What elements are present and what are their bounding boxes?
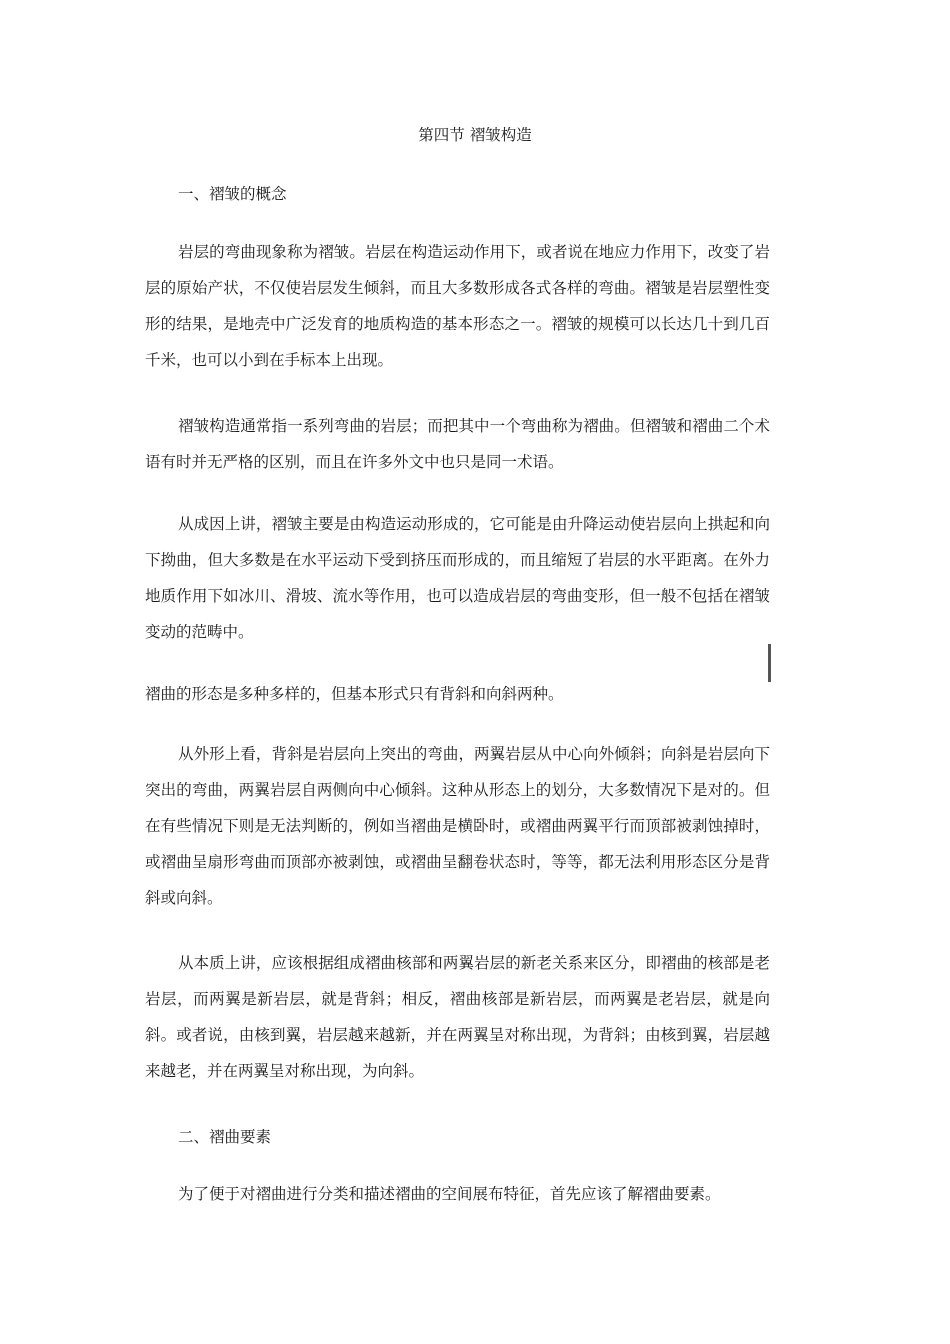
paragraph-fold-external-shape: 从外形上看，背斜是岩层向上突出的弯曲，两翼岩层从中心向外倾斜；向斜是岩层向下突出的弯曲，两翼岩层自两侧向中心倾斜。这种从形态上的划分，大多数情况下是对的。但在有些情况下则是无法判断的，例如当褶曲是横卧时，或褶曲两翼平行而顶部被剥蚀掉时，或褶曲呈扇形弯曲而顶部亦被剥蚀，或褶曲呈翻卷状态时，等等，都无法利用形态区分是背斜或向斜。 bbox=[145, 745, 770, 907]
paragraph-fold-definition: 岩层的弯曲现象称为褶皱。岩层在构造运动作用下，或者说在地应力作用下，改变了岩层的原始产状，不仅使岩层发生倾斜，而且大多数形成各式各样的弯曲。褶皱是岩层塑性变形的结果，是地壳中广泛发育的地质构造的基本形态之一。褶皱的规模可以长达几十到几百千米，也可以小到在手标本上出现。 bbox=[145, 243, 770, 369]
paragraph-fold-terminology: 褶皱构造通常指一系列弯曲的岩层；而把其中一个弯曲称为褶曲。但褶皱和褶曲二个术语有时并无严格的区别，而且在许多外文中也只是同一术语。 bbox=[145, 417, 770, 471]
section-heading-elements: 二、褶曲要素 bbox=[178, 1128, 272, 1146]
paragraph-fold-essence: 从本质上讲，应该根据组成褶曲核部和两翼岩层的新老关系来区分，即褶曲的核部是老岩层，而两翼是新岩层，就是背斜；相反，褶曲核部是新岩层，而两翼是老岩层，就是向斜。或者说，由核到翼，岩层越来越新，并在两翼呈对称出现，为背斜；由核到翼，岩层越来越老，并在两翼呈对称出现，为向斜。 bbox=[145, 954, 770, 1080]
page-title: 第四节 褶皱构造 bbox=[418, 126, 532, 144]
paragraph-fold-elements-intro: 为了便于对褶曲进行分类和描述褶曲的空间展布特征，首先应该了解褶曲要素。 bbox=[178, 1185, 721, 1203]
section-heading-concept: 一、褶皱的概念 bbox=[178, 185, 287, 203]
paragraph-fold-basic-forms: 褶曲的形态是多种多样的，但基本形式只有背斜和向斜两种。 bbox=[145, 685, 564, 703]
paragraph-fold-origin: 从成因上讲，褶皱主要是由构造运动形成的，它可能是由升降运动使岩层向上拱起和向下拗曲，但大多数是在水平运动下受到挤压而形成的，而且缩短了岩层的水平距离。在外力地质作用下如冰川、滑坡、流水等作用，也可以造成岩层的弯曲变形，但一般不包括在褶皱变动的范畴中。 bbox=[145, 515, 770, 641]
